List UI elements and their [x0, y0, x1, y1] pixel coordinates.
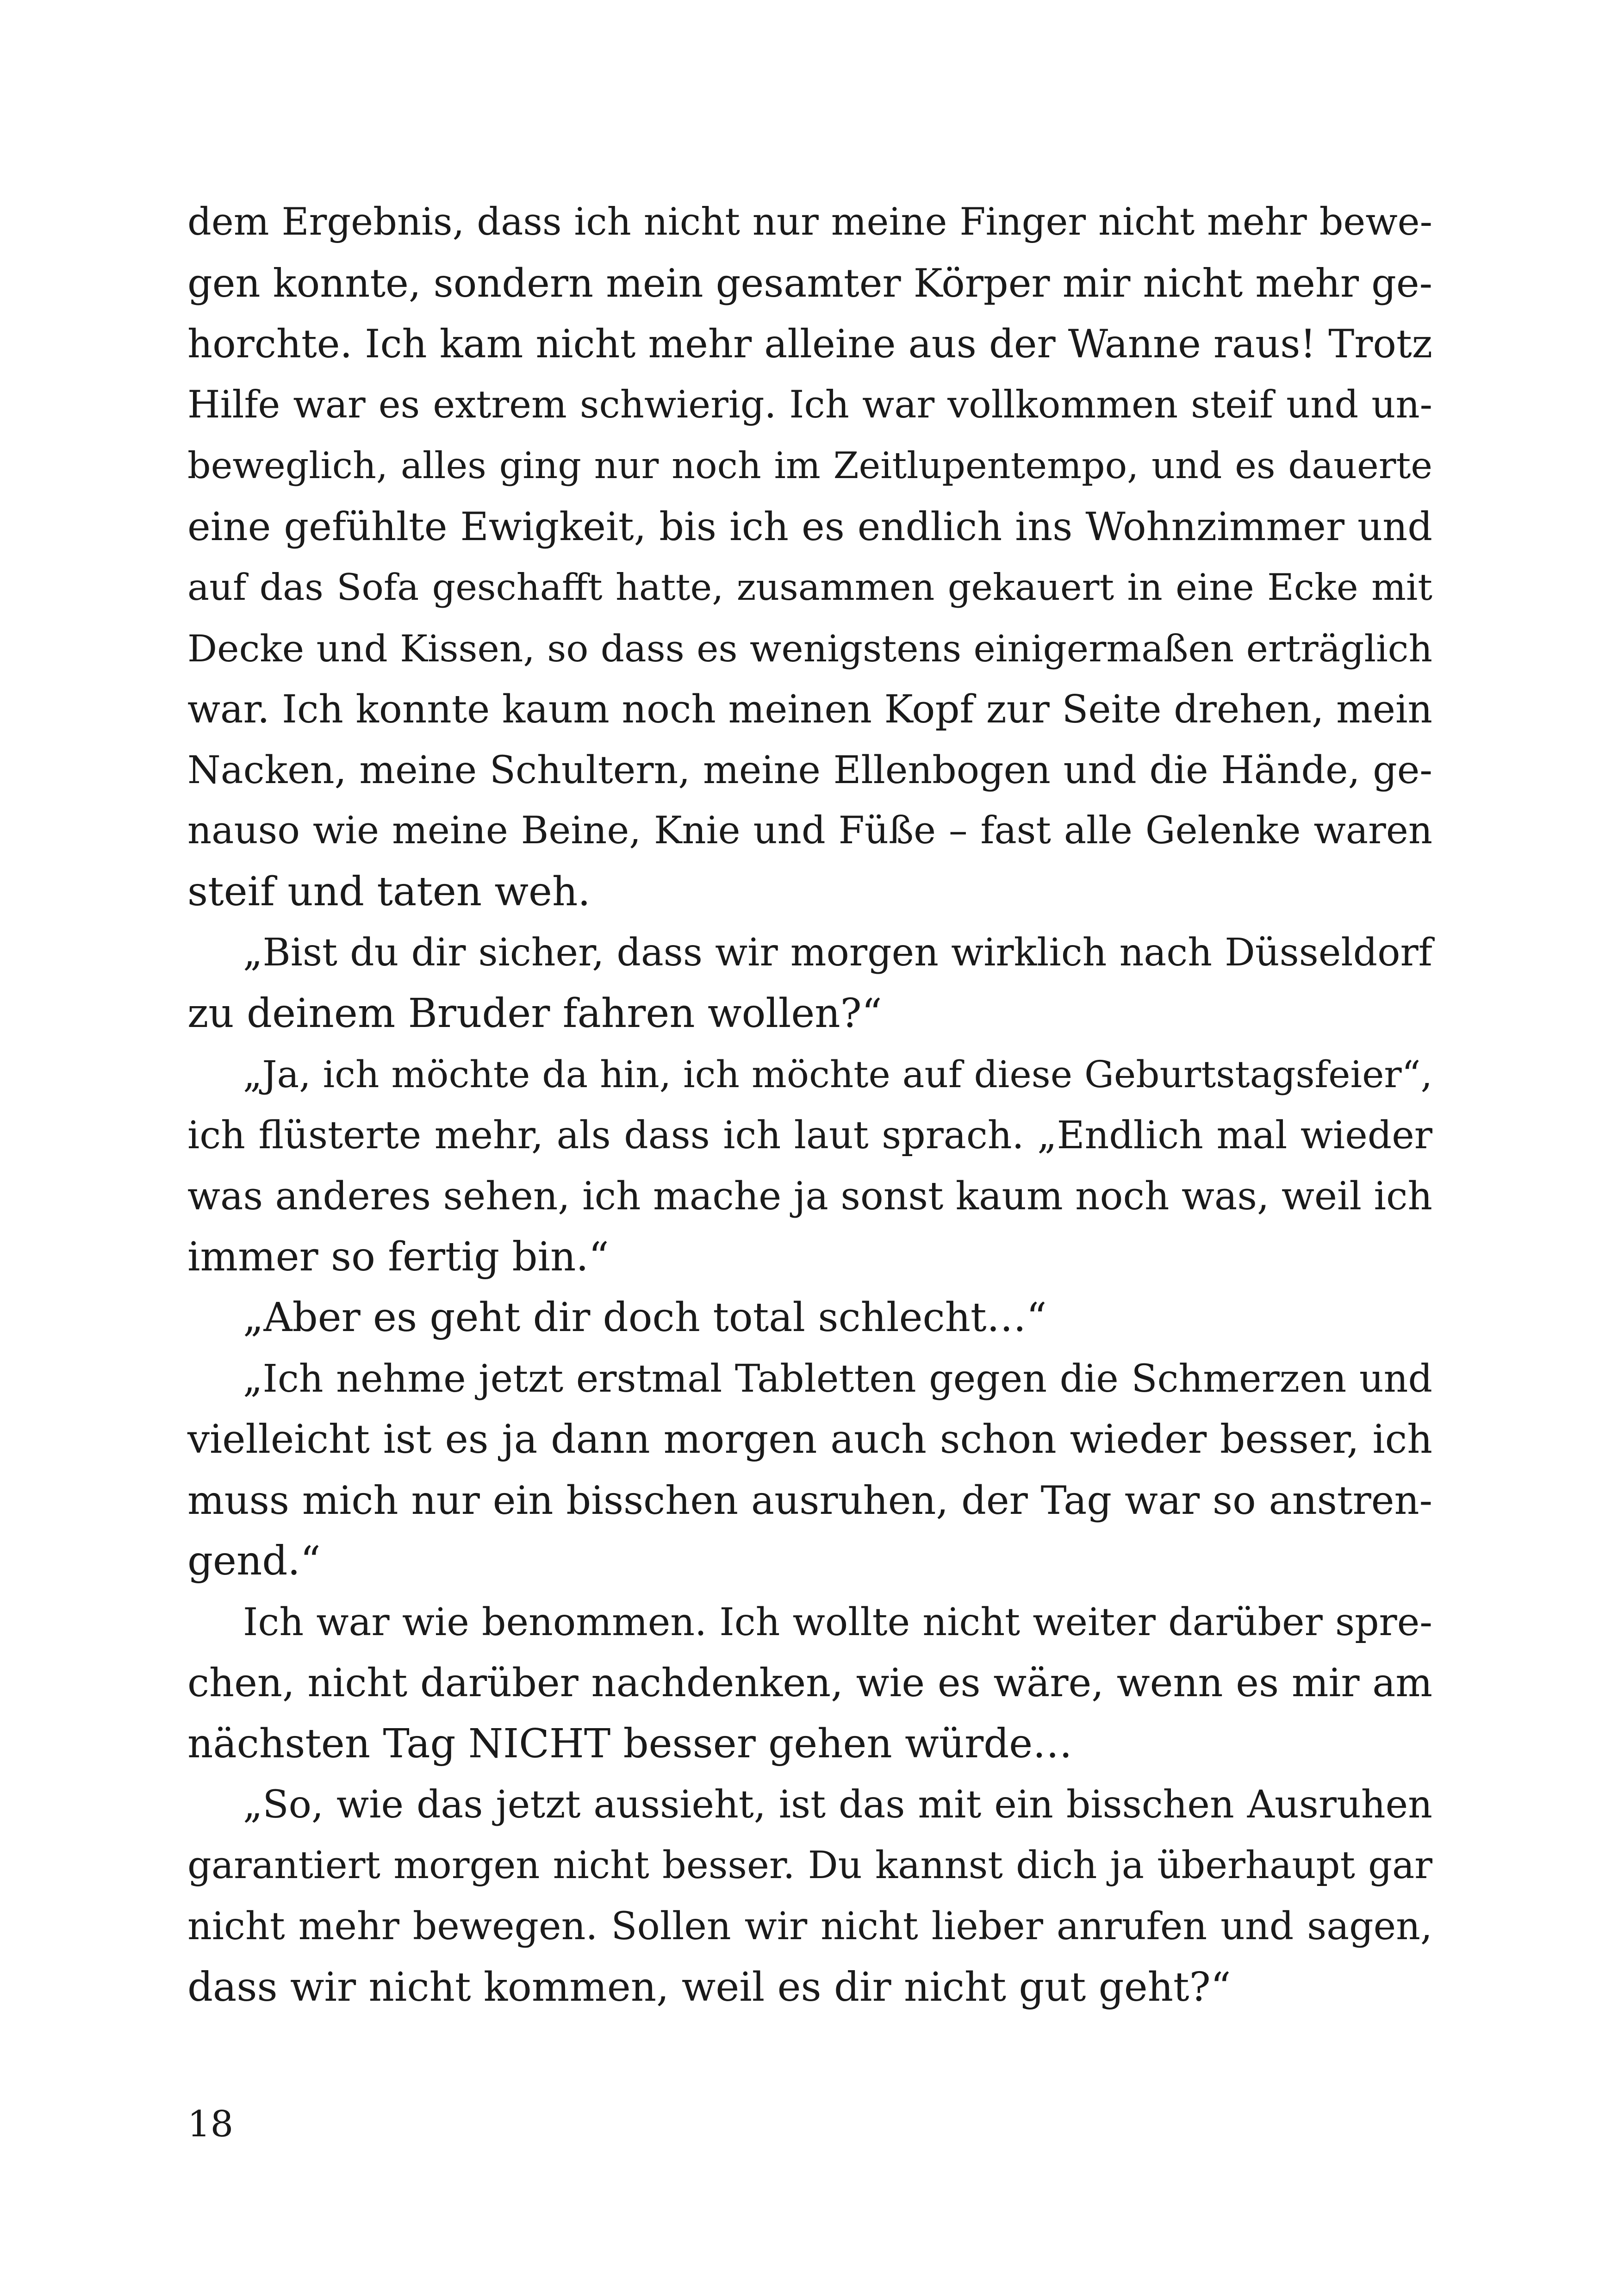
- text-line: was anderes sehen, ich mache ja sonst kaum noch was, weil ich: [187, 1174, 1432, 1219]
- text-line: steif und taten weh.: [187, 868, 591, 915]
- text-line: gend.“: [187, 1538, 321, 1584]
- text-line: „So, wie das jetzt aussieht, ist das mit ein bisschen Ausruhen: [243, 1783, 1432, 1827]
- text-line: ich flüsterte mehr, als dass ich laut sprach. „Endlich mal wieder: [187, 1113, 1432, 1157]
- text-line: vielleicht ist es ja dann morgen auch schon wieder besser, ich: [187, 1417, 1432, 1462]
- body-text: [187, 192, 1432, 2018]
- text-line: „Bist du dir sicher, dass wir morgen wirklich nach Düsseldorf: [243, 931, 1432, 975]
- text-line: beweglich, alles ging nur noch im Zeitlupentempo, und es dauerte: [187, 444, 1432, 487]
- page-number: 18: [187, 2103, 234, 2145]
- text-line: auf das Sofa geschafft hatte, zusammen gekauert in eine Ecke mit: [187, 566, 1432, 609]
- text-line: nächsten Tag NICHT besser gehen würde…: [187, 1720, 1073, 1767]
- text-line: muss mich nur ein bisschen ausruhen, der Tag war so anstren-: [187, 1477, 1432, 1523]
- text-line: „Ich nehme jetzt erstmal Tabletten gegen die Schmerzen und: [243, 1356, 1432, 1401]
- text-line: immer so fertig bin.“: [187, 1233, 609, 1280]
- text-line: garantiert morgen nicht besser. Du kannst dich ja überhaupt gar: [187, 1843, 1432, 1887]
- text-line: zu deinem Bruder fahren wollen?“: [187, 990, 882, 1037]
- text-line: eine gefühlte Ewigkeit, bis ich es endlich ins Wohnzimmer und: [187, 504, 1432, 549]
- text-line: war. Ich konnte kaum noch meinen Kopf zur Seite drehen, mein: [187, 687, 1432, 732]
- text-line: Ich war wie benommen. Ich wollte nicht weiter darüber spre-: [243, 1600, 1432, 1644]
- text-line: Nacken, meine Schultern, meine Ellenbogen und die Hände, ge-: [187, 748, 1432, 792]
- text-line: „Ja, ich möchte da hin, ich möchte auf diese Geburtstagsfeier“,: [243, 1053, 1432, 1096]
- text-line: nicht mehr bewegen. Sollen wir nicht lieber anrufen und sagen,: [187, 1904, 1432, 1948]
- text-line: Decke und Kissen, so dass es wenigstens einigermaßen erträglich: [187, 627, 1432, 670]
- text-line: dass wir nicht kommen, weil es dir nicht gut geht?“: [187, 1964, 1231, 2010]
- text-line: dem Ergebnis, dass ich nicht nur meine Finger nicht mehr bewe-: [187, 200, 1432, 244]
- text-line: Hilfe war es extrem schwierig. Ich war vollkommen steif und un-: [187, 383, 1432, 427]
- text-line: horchte. Ich kam nicht mehr alleine aus der Wanne raus! Trotz: [187, 321, 1432, 367]
- text-line: „Aber es geht dir doch total schlecht…“: [243, 1294, 1047, 1341]
- text-line: nauso wie meine Beine, Knie und Füße – fast alle Gelenke waren: [187, 809, 1432, 852]
- text-line: chen, nicht darüber nachdenken, wie es wäre, wenn es mir am: [187, 1660, 1432, 1705]
- text-line: gen konnte, sondern mein gesamter Körper mir nicht mehr ge-: [187, 260, 1432, 306]
